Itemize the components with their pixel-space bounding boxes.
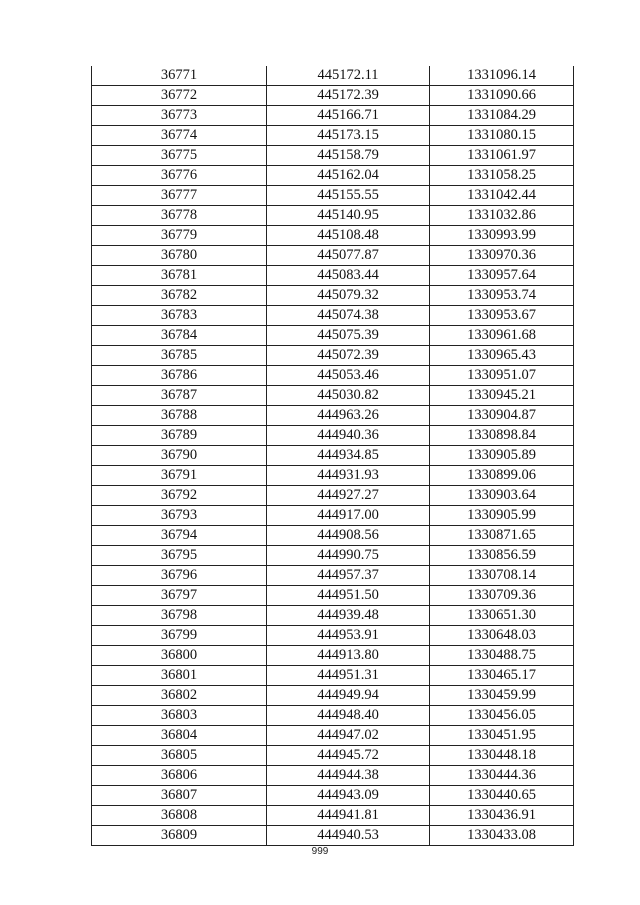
x-coordinate-cell: 444963.26 xyxy=(267,406,430,426)
point-id-cell: 36775 xyxy=(92,146,267,166)
table-row xyxy=(92,66,574,86)
table-row xyxy=(92,746,574,766)
table-row xyxy=(92,346,574,366)
y-coordinate-cell: 1331090.66 xyxy=(430,86,574,106)
point-id-cell: 36789 xyxy=(92,426,267,446)
point-id-cell: 36783 xyxy=(92,306,267,326)
table-row xyxy=(92,786,574,806)
point-id-cell: 36784 xyxy=(92,326,267,346)
y-coordinate-cell: 1330957.64 xyxy=(430,266,574,286)
x-coordinate-cell: 445162.04 xyxy=(267,166,430,186)
x-coordinate-cell: 445030.82 xyxy=(267,386,430,406)
point-id-cell: 36802 xyxy=(92,686,267,706)
y-coordinate-cell: 1331080.15 xyxy=(430,126,574,146)
page-number: 999 xyxy=(311,846,329,857)
table-row xyxy=(92,246,574,266)
table-row xyxy=(92,766,574,786)
table-row xyxy=(92,806,574,826)
point-id-cell: 36771 xyxy=(92,66,267,86)
x-coordinate-cell: 444917.00 xyxy=(267,506,430,526)
x-coordinate-cell: 444908.56 xyxy=(267,526,430,546)
point-id-cell: 36809 xyxy=(92,826,267,846)
y-coordinate-cell: 1331084.29 xyxy=(430,106,574,126)
point-id-cell: 36779 xyxy=(92,226,267,246)
y-coordinate-cell: 1330451.95 xyxy=(430,726,574,746)
table-row xyxy=(92,466,574,486)
y-coordinate-cell: 1330456.05 xyxy=(430,706,574,726)
table-row xyxy=(92,106,574,126)
table-row xyxy=(92,366,574,386)
y-coordinate-cell: 1330871.65 xyxy=(430,526,574,546)
x-coordinate-cell: 444940.36 xyxy=(267,426,430,446)
point-id-cell: 36786 xyxy=(92,366,267,386)
coordinate-table xyxy=(91,66,574,846)
x-coordinate-cell: 444953.91 xyxy=(267,626,430,646)
x-coordinate-cell: 444934.85 xyxy=(267,446,430,466)
table-row xyxy=(92,446,574,466)
x-coordinate-cell: 444990.75 xyxy=(267,546,430,566)
y-coordinate-cell: 1330488.75 xyxy=(430,646,574,666)
table-row xyxy=(92,606,574,626)
x-coordinate-cell: 444957.37 xyxy=(267,566,430,586)
x-coordinate-cell: 444940.53 xyxy=(267,826,430,846)
point-id-cell: 36788 xyxy=(92,406,267,426)
x-coordinate-cell: 444951.31 xyxy=(267,666,430,686)
table-row xyxy=(92,626,574,646)
y-coordinate-cell: 1330970.36 xyxy=(430,246,574,266)
y-coordinate-cell: 1330899.06 xyxy=(430,466,574,486)
x-coordinate-cell: 445173.15 xyxy=(267,126,430,146)
y-coordinate-cell: 1330898.84 xyxy=(430,426,574,446)
point-id-cell: 36778 xyxy=(92,206,267,226)
table-row xyxy=(92,566,574,586)
x-coordinate-cell: 445155.55 xyxy=(267,186,430,206)
x-coordinate-cell: 445072.39 xyxy=(267,346,430,366)
y-coordinate-cell: 1330965.43 xyxy=(430,346,574,366)
table-row xyxy=(92,326,574,346)
table-row xyxy=(92,506,574,526)
x-coordinate-cell: 445075.39 xyxy=(267,326,430,346)
x-coordinate-cell: 444949.94 xyxy=(267,686,430,706)
y-coordinate-cell: 1330436.91 xyxy=(430,806,574,826)
table-row xyxy=(92,406,574,426)
point-id-cell: 36798 xyxy=(92,606,267,626)
table-row xyxy=(92,186,574,206)
y-coordinate-cell: 1330709.36 xyxy=(430,586,574,606)
y-coordinate-cell: 1330951.07 xyxy=(430,366,574,386)
point-id-cell: 36791 xyxy=(92,466,267,486)
table-row xyxy=(92,666,574,686)
x-coordinate-cell: 445079.32 xyxy=(267,286,430,306)
table-row xyxy=(92,386,574,406)
x-coordinate-cell: 445053.46 xyxy=(267,366,430,386)
point-id-cell: 36796 xyxy=(92,566,267,586)
y-coordinate-cell: 1331042.44 xyxy=(430,186,574,206)
point-id-cell: 36806 xyxy=(92,766,267,786)
y-coordinate-cell: 1330905.99 xyxy=(430,506,574,526)
y-coordinate-cell: 1331096.14 xyxy=(430,66,574,86)
table-row xyxy=(92,686,574,706)
x-coordinate-cell: 445172.39 xyxy=(267,86,430,106)
x-coordinate-cell: 445166.71 xyxy=(267,106,430,126)
x-coordinate-cell: 445158.79 xyxy=(267,146,430,166)
y-coordinate-cell: 1330440.65 xyxy=(430,786,574,806)
y-coordinate-cell: 1330856.59 xyxy=(430,546,574,566)
x-coordinate-cell: 445172.11 xyxy=(267,66,430,86)
point-id-cell: 36804 xyxy=(92,726,267,746)
point-id-cell: 36774 xyxy=(92,126,267,146)
y-coordinate-cell: 1330651.30 xyxy=(430,606,574,626)
x-coordinate-cell: 444947.02 xyxy=(267,726,430,746)
point-id-cell: 36797 xyxy=(92,586,267,606)
table-row xyxy=(92,286,574,306)
y-coordinate-cell: 1330904.87 xyxy=(430,406,574,426)
x-coordinate-cell: 444943.09 xyxy=(267,786,430,806)
table-row xyxy=(92,226,574,246)
y-coordinate-cell: 1330465.17 xyxy=(430,666,574,686)
table-row xyxy=(92,646,574,666)
x-coordinate-cell: 444939.48 xyxy=(267,606,430,626)
y-coordinate-cell: 1330953.74 xyxy=(430,286,574,306)
x-coordinate-cell: 444951.50 xyxy=(267,586,430,606)
x-coordinate-cell: 444913.80 xyxy=(267,646,430,666)
y-coordinate-cell: 1330648.03 xyxy=(430,626,574,646)
table-row xyxy=(92,726,574,746)
y-coordinate-cell: 1331061.97 xyxy=(430,146,574,166)
y-coordinate-cell: 1330448.18 xyxy=(430,746,574,766)
x-coordinate-cell: 444944.38 xyxy=(267,766,430,786)
x-coordinate-cell: 444931.93 xyxy=(267,466,430,486)
x-coordinate-cell: 444948.40 xyxy=(267,706,430,726)
table-row xyxy=(92,206,574,226)
point-id-cell: 36800 xyxy=(92,646,267,666)
point-id-cell: 36803 xyxy=(92,706,267,726)
point-id-cell: 36785 xyxy=(92,346,267,366)
point-id-cell: 36782 xyxy=(92,286,267,306)
coordinate-table-body xyxy=(92,66,574,846)
point-id-cell: 36790 xyxy=(92,446,267,466)
point-id-cell: 36807 xyxy=(92,786,267,806)
y-coordinate-cell: 1330903.64 xyxy=(430,486,574,506)
x-coordinate-cell: 445140.95 xyxy=(267,206,430,226)
point-id-cell: 36776 xyxy=(92,166,267,186)
table-row xyxy=(92,166,574,186)
point-id-cell: 36773 xyxy=(92,106,267,126)
table-row xyxy=(92,306,574,326)
y-coordinate-cell: 1330433.08 xyxy=(430,826,574,846)
x-coordinate-cell: 445108.48 xyxy=(267,226,430,246)
point-id-cell: 36808 xyxy=(92,806,267,826)
point-id-cell: 36777 xyxy=(92,186,267,206)
table-row xyxy=(92,586,574,606)
x-coordinate-cell: 445083.44 xyxy=(267,266,430,286)
y-coordinate-cell: 1331058.25 xyxy=(430,166,574,186)
point-id-cell: 36781 xyxy=(92,266,267,286)
y-coordinate-cell: 1331032.86 xyxy=(430,206,574,226)
x-coordinate-cell: 444945.72 xyxy=(267,746,430,766)
point-id-cell: 36787 xyxy=(92,386,267,406)
y-coordinate-cell: 1330459.99 xyxy=(430,686,574,706)
table-row xyxy=(92,826,574,846)
table-row xyxy=(92,526,574,546)
point-id-cell: 36805 xyxy=(92,746,267,766)
y-coordinate-cell: 1330953.67 xyxy=(430,306,574,326)
table-row xyxy=(92,126,574,146)
point-id-cell: 36772 xyxy=(92,86,267,106)
point-id-cell: 36795 xyxy=(92,546,267,566)
y-coordinate-cell: 1330708.14 xyxy=(430,566,574,586)
x-coordinate-cell: 445074.38 xyxy=(267,306,430,326)
point-id-cell: 36792 xyxy=(92,486,267,506)
y-coordinate-cell: 1330945.21 xyxy=(430,386,574,406)
y-coordinate-cell: 1330993.99 xyxy=(430,226,574,246)
table-row xyxy=(92,146,574,166)
point-id-cell: 36793 xyxy=(92,506,267,526)
x-coordinate-cell: 444927.27 xyxy=(267,486,430,506)
point-id-cell: 36794 xyxy=(92,526,267,546)
y-coordinate-cell: 1330905.89 xyxy=(430,446,574,466)
table-row xyxy=(92,706,574,726)
x-coordinate-cell: 445077.87 xyxy=(267,246,430,266)
y-coordinate-cell: 1330444.36 xyxy=(430,766,574,786)
point-id-cell: 36780 xyxy=(92,246,267,266)
table-row xyxy=(92,266,574,286)
point-id-cell: 36799 xyxy=(92,626,267,646)
y-coordinate-cell: 1330961.68 xyxy=(430,326,574,346)
point-id-cell: 36801 xyxy=(92,666,267,686)
table-row xyxy=(92,86,574,106)
table-row xyxy=(92,486,574,506)
table-row xyxy=(92,546,574,566)
x-coordinate-cell: 444941.81 xyxy=(267,806,430,826)
table-row xyxy=(92,426,574,446)
